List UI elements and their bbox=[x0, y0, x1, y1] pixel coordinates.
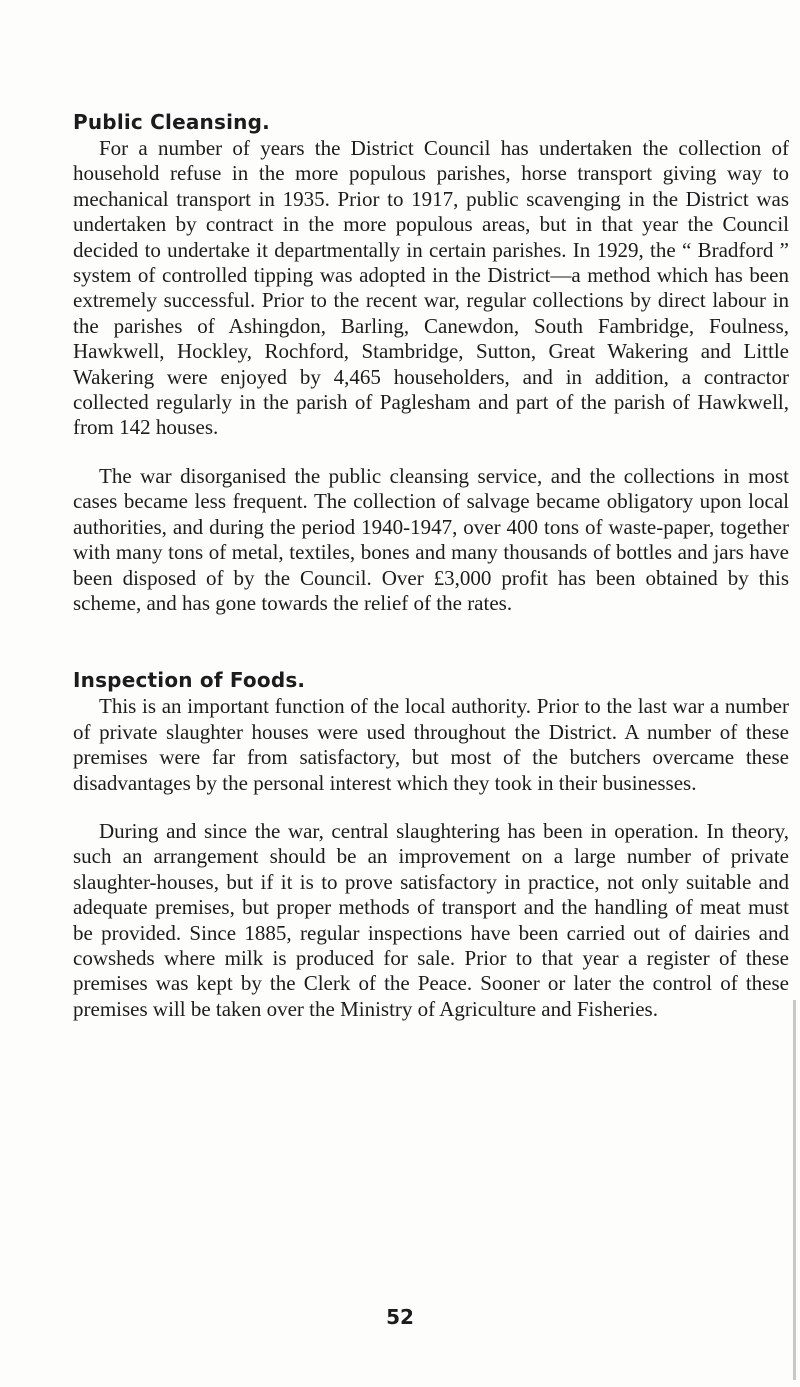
paragraph: During and since the war, central slaughtering has been in operation. In theory, such an arrangement should be an improvement on a large number of private slaughter-houses, but if it is to prove satisfactory in practice, not only suitable and adequate premises, but proper methods of transport and the handling of meat must be provided. Since 1885, regular inspections have been carried out of dairies and cowsheds where milk is produced for sale. Prior to that year a register of these premises was kept by the Clerk of the Peace. Sooner or later the control of these premises will be taken over the Ministry of Agriculture and Fisheries. bbox=[73, 818, 789, 1021]
paragraph: This is an important function of the local authority. Prior to the last war a number of private slaughter houses were used throughout the District. A number of these premises were far from satisfactory, but most of the butchers overcame these disadvantages by the personal interest which they took in their businesses. bbox=[73, 694, 789, 795]
section-heading: Public Cleansing. bbox=[73, 110, 270, 134]
paragraph: The war disorganised the public cleansing service, and the collections in most cases became less frequent. The collection of salvage became obligatory upon local authorities, and during the period 1940-1947, over 400 tons of waste-paper, together with many tons of metal, textiles, bones and many thousands of bottles and jars have been disposed of by the Council. Over £3,000 profit has been obtained by this scheme, and has gone towards the relief of the rates. bbox=[73, 463, 789, 615]
document-page bbox=[73, 108, 789, 1022]
paragraph: For a number of years the District Council has undertaken the collection of household refuse in the more populous parishes, horse transport giving way to mechanical transport in 1935. Prior to 1917, public scavenging in the District was undertaken by contract in the more populous areas, but in that year the Council decided to undertake it departmentally in certain parishes. In 1929, the “ Bradford ” system of controlled tipping was adopted in the District—a method which has been extremely successful. Prior to the recent war, regular collections by direct labour in the parishes of Ashingdon, Barling, Canewdon, South Fambridge, Foulness, Hawkwell, Hockley, Rochford, Stambridge, Sutton, Great Wakering and Little Wakering were enjoyed by 4,465 householders, and in addition, a contractor collected regularly in the parish of Paglesham and part of the parish of Hawkwell, from 142 houses. bbox=[73, 136, 789, 440]
page-number: 52 bbox=[386, 1305, 414, 1329]
page-edge-shadow bbox=[793, 1000, 796, 1380]
section-heading: Inspection of Foods. bbox=[73, 668, 306, 693]
section-public-cleansing bbox=[73, 108, 789, 616]
section-inspection-of-foods bbox=[73, 666, 789, 1022]
